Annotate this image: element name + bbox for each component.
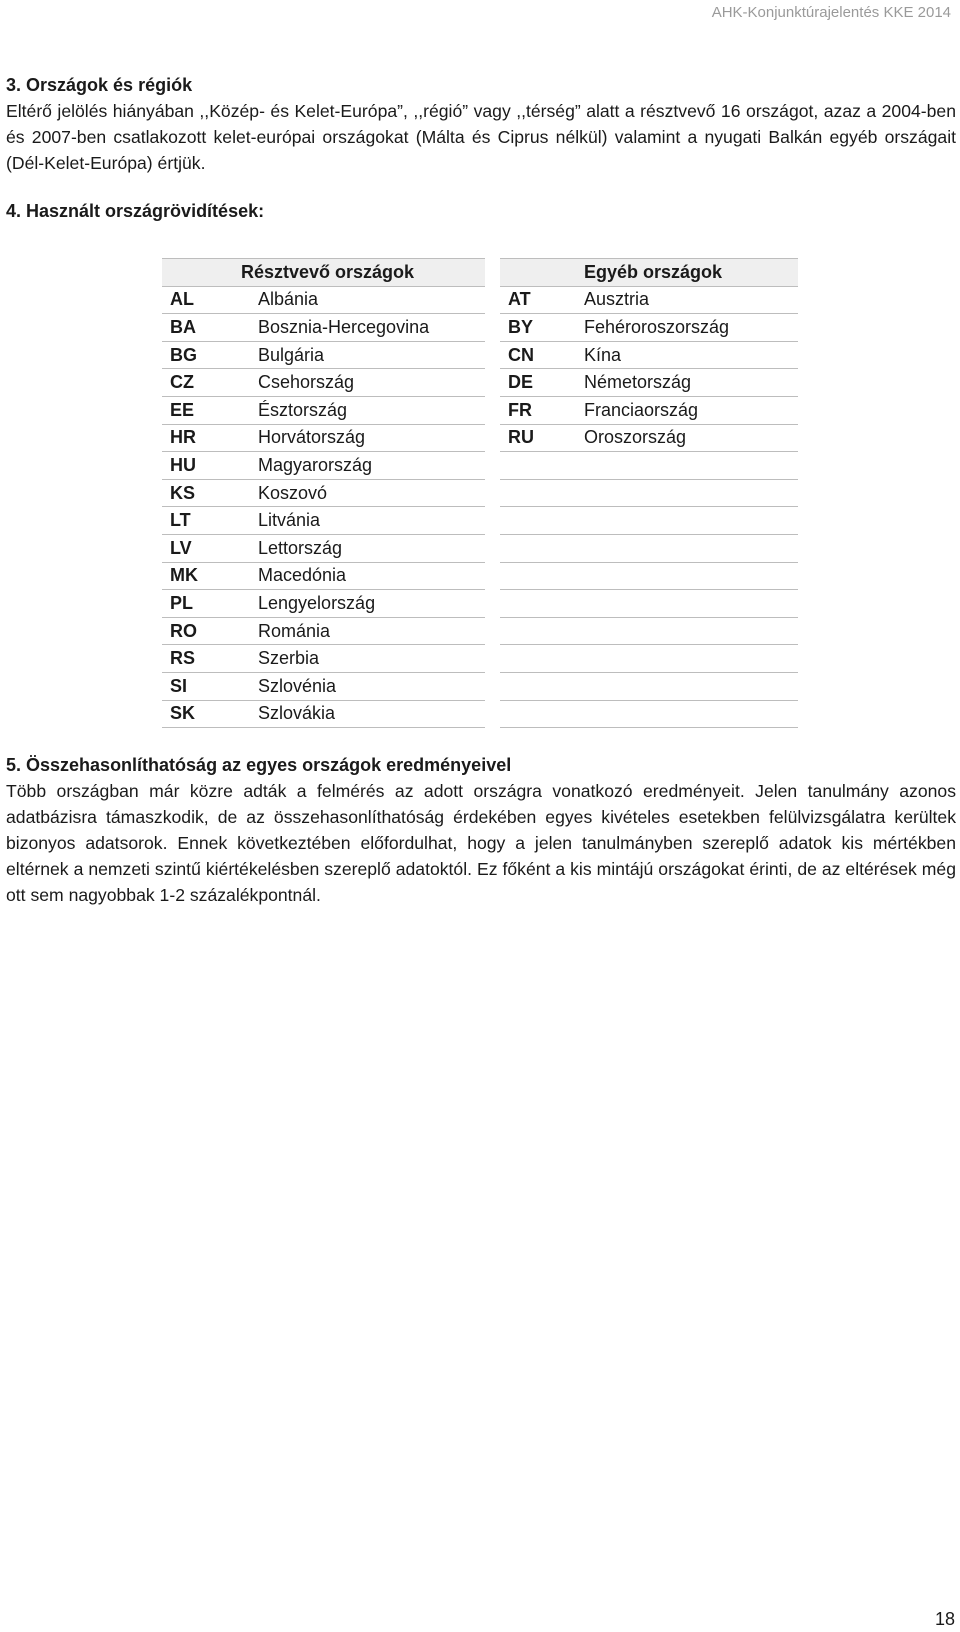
country-code	[500, 700, 576, 728]
country-code: BY	[500, 314, 576, 342]
country-name: Szlovénia	[250, 672, 485, 700]
country-code	[500, 507, 576, 535]
country-name: Bosznia-Hercegovina	[250, 314, 485, 342]
country-name: Albánia	[250, 286, 485, 314]
country-name: Litvánia	[250, 507, 485, 535]
country-name	[576, 700, 798, 728]
section-3-heading: 3. Országok és régiók	[6, 75, 193, 95]
other-countries-header: Egyéb országok	[500, 259, 798, 287]
country-code: PL	[162, 590, 250, 618]
country-code: BA	[162, 314, 250, 342]
table-row	[162, 424, 485, 452]
table-row	[500, 479, 798, 507]
country-name: Szerbia	[250, 645, 485, 673]
table-row	[162, 672, 485, 700]
participants-header: Résztvevő országok	[162, 259, 485, 287]
table-row	[162, 590, 485, 618]
country-name: Szlovákia	[250, 700, 485, 728]
table-row	[162, 562, 485, 590]
table-row	[500, 341, 798, 369]
table-row	[500, 645, 798, 673]
country-name: Kína	[576, 341, 798, 369]
country-name: Horvátország	[250, 424, 485, 452]
table-row	[162, 369, 485, 397]
country-code	[500, 562, 576, 590]
country-name: Észtország	[250, 396, 485, 424]
country-code: BG	[162, 341, 250, 369]
country-code: MK	[162, 562, 250, 590]
country-code: KS	[162, 479, 250, 507]
participants-body	[162, 286, 485, 728]
table-row	[162, 617, 485, 645]
country-code: SI	[162, 672, 250, 700]
country-name: Franciaország	[576, 396, 798, 424]
page-number: 18	[934, 1609, 955, 1629]
country-code: AT	[500, 286, 576, 314]
section-5-paragraph: Több országban már közre adták a felmérés az adott országra vonatkozó eredményeit. Jelen tanulmány azonos adatbázisra támaszkodik, de az összehasonlíthatóság érdekében egyes kivételes esetekben felülvizsgálatra kerültek bizonyos adatsorok. Ennek következtében előfordulhat, hogy a jelen tanulmányben szereplő adatok kis mértékben eltérnek a nemzeti szintű kiértékelésben szereplő adatoktól. Ez főként a kis mintájú országokat érinti, de az eltérések még ott sem nagyobbak 1-2 százalékpontnál.	[6, 781, 956, 905]
table-row	[162, 452, 485, 480]
country-name: Németország	[576, 369, 798, 397]
country-name: Lettország	[250, 534, 485, 562]
table-row	[162, 314, 485, 342]
country-code: RU	[500, 424, 576, 452]
table-row	[500, 562, 798, 590]
country-code: RS	[162, 645, 250, 673]
table-row	[500, 286, 798, 314]
country-code	[500, 645, 576, 673]
section-comparability	[6, 752, 956, 908]
table-row	[500, 590, 798, 618]
table-row	[500, 424, 798, 452]
country-code: RO	[162, 617, 250, 645]
country-name: Románia	[250, 617, 485, 645]
table-header-row	[500, 259, 798, 287]
country-name: Macedónia	[250, 562, 485, 590]
country-code: LV	[162, 534, 250, 562]
table-row	[162, 700, 485, 728]
running-header: AHK-Konjunktúrajelentés KKE 2014	[711, 4, 951, 21]
section-4-heading: 4. Használt országrövidítések:	[6, 201, 265, 221]
country-code: CN	[500, 341, 576, 369]
country-name: Lengyelország	[250, 590, 485, 618]
country-code: FR	[500, 396, 576, 424]
country-code	[500, 617, 576, 645]
country-name	[576, 590, 798, 618]
table-row	[500, 452, 798, 480]
country-code	[500, 452, 576, 480]
country-name: Magyarország	[250, 452, 485, 480]
table-row	[162, 396, 485, 424]
section-abbreviations	[6, 198, 956, 224]
other-countries-body	[500, 286, 798, 728]
table-row	[162, 286, 485, 314]
section-5-heading: 5. Összehasonlíthatóság az egyes országok eredményeivel	[6, 755, 512, 775]
table-row	[500, 617, 798, 645]
country-name: Oroszország	[576, 424, 798, 452]
table-row	[500, 672, 798, 700]
country-code: LT	[162, 507, 250, 535]
country-code: HR	[162, 424, 250, 452]
country-code: CZ	[162, 369, 250, 397]
country-name	[576, 534, 798, 562]
country-name	[576, 507, 798, 535]
section-countries-regions	[6, 72, 956, 176]
country-code	[500, 672, 576, 700]
table-header-row	[162, 259, 485, 287]
table-row	[500, 700, 798, 728]
country-code	[500, 479, 576, 507]
table-row	[500, 369, 798, 397]
country-name: Ausztria	[576, 286, 798, 314]
country-name	[576, 645, 798, 673]
table-row	[162, 507, 485, 535]
table-row	[162, 534, 485, 562]
table-row	[500, 314, 798, 342]
country-code	[500, 590, 576, 618]
country-code	[500, 534, 576, 562]
participants-table	[162, 258, 485, 728]
section-3-paragraph: Eltérő jelölés hiányában ,,Közép- és Kelet-Európa”, ,,régió” vagy ,,térség” alatt a résztvevő 16 országot, azaz a 2004-ben és 2007-ben csatlakozott kelet-európai országokat (Málta és Ciprus nélkül) valamint a nyugati Balkán egyéb országait (Dél-Kelet-Európa) értjük.	[6, 101, 956, 173]
country-name	[576, 617, 798, 645]
country-name: Fehéroroszország	[576, 314, 798, 342]
country-code: DE	[500, 369, 576, 397]
table-row	[500, 534, 798, 562]
country-name: Csehország	[250, 369, 485, 397]
country-name	[576, 672, 798, 700]
country-name	[576, 479, 798, 507]
table-row	[500, 396, 798, 424]
table-row	[162, 479, 485, 507]
other-countries-table	[500, 258, 798, 728]
country-name	[576, 562, 798, 590]
country-name	[576, 452, 798, 480]
country-name: Bulgária	[250, 341, 485, 369]
country-code: SK	[162, 700, 250, 728]
country-name: Koszovó	[250, 479, 485, 507]
country-code: HU	[162, 452, 250, 480]
table-row	[162, 645, 485, 673]
country-code: AL	[162, 286, 250, 314]
table-row	[162, 341, 485, 369]
country-code: EE	[162, 396, 250, 424]
table-row	[500, 507, 798, 535]
